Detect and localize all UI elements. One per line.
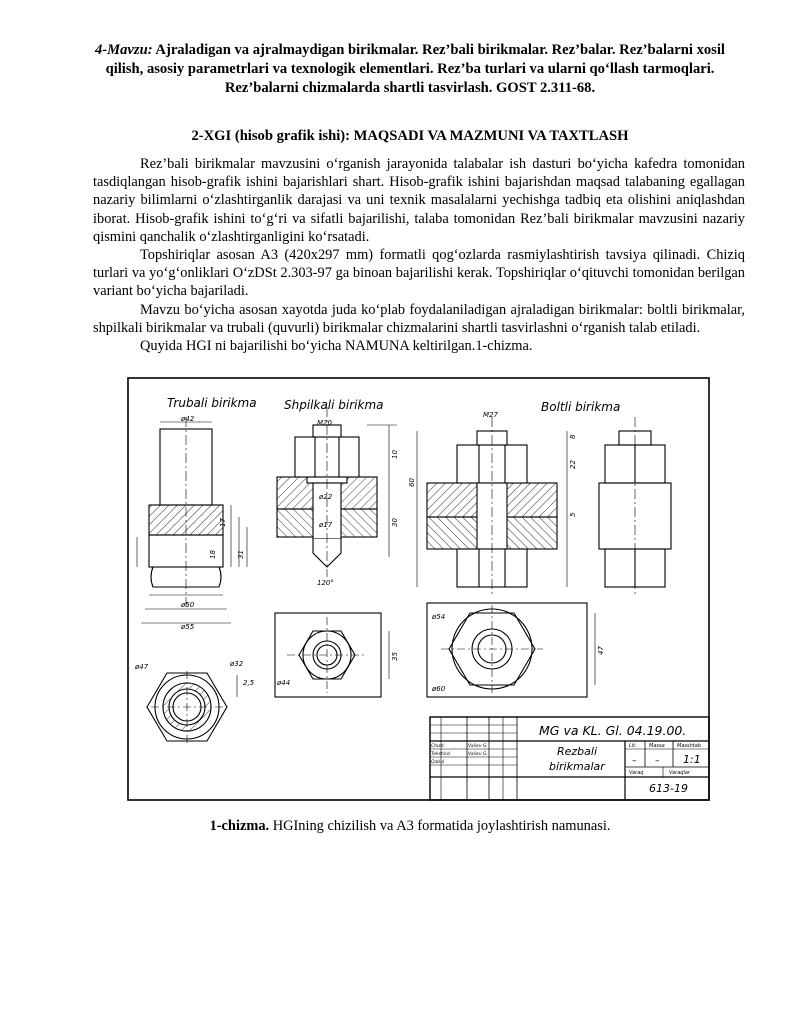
label-stud: Shpilkali birikma <box>284 398 384 412</box>
tb-person-1: Valiev G. <box>468 744 488 749</box>
dim-n2-5: 2,5 <box>243 679 255 687</box>
tb-scale-value: 1:1 <box>683 753 701 766</box>
tb-name-2: birikmalar <box>549 760 605 773</box>
dim-n8: 8 <box>569 434 577 439</box>
paragraph: Rez’bali birikmalar mavzusini o‘rganish jarayonida talabalar ish dasturi bo‘yicha kafedra tomonidan tasdiqlangan hisob-grafik ishini bajarishlari shart. Hisob-grafik ishini bajarishdan maqsad talabaning egallagan nazariy bilimlarni o‘zlashtirganlik darajasi va uni texnik masalalarni yechishga tadbiq eta olishini aniqlashdan iborat. Hisob-grafik ishini to‘g‘ri va sifatli bajarilishi, talaba tomonidan Rez’bali birikmalar mavzusini nazariy qismini qanchalik o‘zlashtirganligini ko‘rsatadi. <box>93 156 745 245</box>
dim-n60: 60 <box>408 478 416 487</box>
paragraph: Topshiriqlar asosan A3 (420x297 mm) formatli qog‘ozlarda rasmiylashtirish tavsiya qilinadi. Chiziq turlari va yo‘g‘onliklari O‘zDSt 2.303-97 ga binoan bajarilishi kerak. Topshiriqlar o‘qituvchi tomonidan berilgan variant bo‘yicha bajariladi. <box>93 247 745 300</box>
topic-title: Ajraladigan va ajralmaydigan birikmalar. Rez’bali birikmalar. Rez’balar. Rez’balarni xosil qilish, asosiy parametrlari va texnologik elementlari. Rez’ba turlari va ularni qo‘llash tarmoqlari. Rez’balarni chizmalarda shartli tasvirlash. GOST 2.311-68. <box>105 42 725 96</box>
dim-d55: ø55 <box>181 623 195 631</box>
bolt-joint-top-view <box>427 603 595 697</box>
tb-person-2: Valiev G. <box>468 752 488 757</box>
bolt-side-view <box>599 417 671 597</box>
dim-m20: M20 <box>317 419 332 427</box>
stud-joint-top-view <box>275 613 389 697</box>
dim-d17: ø17 <box>319 521 333 529</box>
tb-row-2: Tekshird. <box>431 752 452 757</box>
topic-lead: 4-Mavzu: <box>95 42 153 58</box>
paragraph: Mavzu bo‘yicha asosan xayotda juda ko‘plab foydalaniladigan ajraladigan birikmalar: boltli birikmalar, shpilkali birikmalar va trubali (quvurli) birikmalar chizmalarini shartli tasvirlashni o‘rganish talab etiladi. <box>93 301 745 336</box>
tb-lit-value: – <box>632 756 637 766</box>
tb-name-1: Rezbali <box>557 745 598 758</box>
dim-n5: 5 <box>569 512 577 517</box>
dim-n35: 35 <box>391 652 399 661</box>
dim-m27: M27 <box>483 411 498 419</box>
bolt-joint-view <box>417 417 567 597</box>
dim-d50: ø50 <box>181 601 195 609</box>
tb-col-mass: Massa <box>649 743 665 749</box>
dim-n47: 47 <box>597 646 605 655</box>
dim-a120: 120° <box>317 579 334 587</box>
figure-caption <box>80 818 740 835</box>
dim-d32: ø32 <box>230 660 244 668</box>
pipe-joint-top-view <box>147 671 237 743</box>
tb-mass-value: – <box>655 756 660 766</box>
tb-row-1: Chizd. <box>431 744 445 749</box>
caption-text: HGIning chizilish va A3 formatida joylashtirish namunasi. <box>269 818 611 834</box>
tb-code: MG va KL. Gl. 04.19.00. <box>539 723 687 738</box>
dim-d22: ø22 <box>319 493 333 501</box>
dim-n22: 22 <box>569 460 577 469</box>
tb-group: 613-19 <box>649 782 688 795</box>
tb-col-lit: Lit. <box>629 743 637 749</box>
tb-col-scale: Masshtab <box>677 743 701 749</box>
dim-d47: ø47 <box>135 663 149 671</box>
dim-d54: ø54 <box>432 613 446 621</box>
pipe-joint-view <box>137 417 247 609</box>
caption-label: 1-chizma. <box>209 818 270 834</box>
dim-d44: ø44 <box>277 679 291 687</box>
dim-n31: 31 <box>237 550 245 559</box>
label-bolt: Boltli birikma <box>541 400 621 414</box>
dim-d42: ø42 <box>181 415 195 423</box>
tb-sheet: Varaq <box>629 770 644 776</box>
dim-n10: 10 <box>391 450 399 459</box>
body-text <box>93 155 745 355</box>
paragraph: Quyida HGI ni bajarilishi bo‘yicha NAMUNA keltirilgan.1-chizma. <box>140 338 533 355</box>
tb-sheets: Varaqlar <box>669 770 690 776</box>
technical-drawing <box>127 377 710 801</box>
dim-n18: 18 <box>209 550 217 559</box>
dim-n30: 30 <box>391 518 399 527</box>
tb-row-3: Qabul <box>431 760 445 765</box>
dim-d60: ø60 <box>432 685 446 693</box>
section-title: 2-XGI (hisob grafik ishi): MAQSADI VA MAZMUNI VA TAXTLASH <box>191 128 629 144</box>
topic-heading <box>80 41 740 98</box>
stud-joint-view <box>277 407 397 577</box>
label-pipe: Trubali birikma <box>167 396 257 410</box>
dim-n17: 17 <box>219 518 227 527</box>
